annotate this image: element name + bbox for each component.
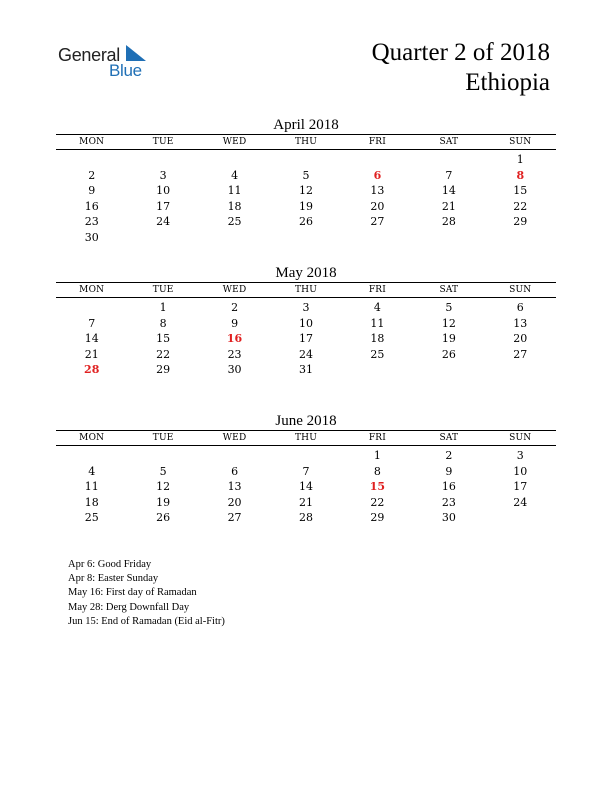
day-cell: 30 xyxy=(227,363,242,377)
day-cell xyxy=(127,448,198,464)
day-cell: 29 xyxy=(156,363,171,377)
month-title: April 2018 xyxy=(273,117,339,133)
day-cell: 9 xyxy=(88,184,96,198)
month-title: June 2018 xyxy=(275,413,337,429)
day-cell: 3 xyxy=(516,449,524,462)
day-cell: 12 xyxy=(156,480,171,494)
day-cell: 11 xyxy=(84,480,99,494)
weekday-label: WED xyxy=(222,285,247,295)
day-cell: 21 xyxy=(298,495,313,509)
weekday-label: FRI xyxy=(368,433,387,443)
day-cell: 26 xyxy=(156,511,171,525)
day-cell: 2 xyxy=(88,168,96,182)
day-cell: 6 xyxy=(231,464,239,478)
day-cell xyxy=(199,448,270,464)
day-cell xyxy=(485,510,556,526)
weekday-header xyxy=(56,431,556,445)
holiday-note: Apr 6: Good Friday xyxy=(68,559,152,570)
day-grid xyxy=(56,300,556,378)
day-cell: 17 xyxy=(156,199,171,213)
day-cell: 14 xyxy=(84,332,99,346)
day-cell xyxy=(270,152,341,168)
day-cell: 8 xyxy=(373,464,381,478)
day-cell: 13 xyxy=(513,316,528,330)
day-cell xyxy=(413,230,484,246)
day-cell: 28 xyxy=(298,511,313,525)
month-calendar-june xyxy=(56,412,556,526)
weekday-label: SAT xyxy=(439,137,459,147)
weekday-label: SAT xyxy=(439,433,459,443)
holiday-day-cell: 28 xyxy=(84,363,100,377)
day-cell: 17 xyxy=(513,480,528,494)
day-cell: 8 xyxy=(159,316,167,330)
day-cell xyxy=(127,152,198,168)
day-cell: 11 xyxy=(227,184,242,198)
day-cell: 18 xyxy=(370,332,385,346)
weekday-label: THU xyxy=(294,137,318,147)
title-country: Ethiopia xyxy=(465,69,550,96)
day-cell: 27 xyxy=(370,215,385,229)
holiday-note: May 28: Derg Downfall Day xyxy=(68,601,190,613)
day-cell xyxy=(342,362,413,378)
weekday-label: THU xyxy=(294,285,318,295)
day-cell: 21 xyxy=(441,199,456,213)
day-cell: 30 xyxy=(84,230,99,244)
day-cell: 11 xyxy=(370,316,385,330)
weekday-label: MON xyxy=(79,433,105,443)
day-cell: 24 xyxy=(298,347,313,361)
day-cell: 25 xyxy=(370,347,385,361)
day-cell: 1 xyxy=(516,153,524,166)
day-cell xyxy=(270,448,341,464)
day-cell: 2 xyxy=(231,301,239,314)
day-cell xyxy=(127,230,198,246)
day-cell xyxy=(199,152,270,168)
holiday-day-cell: 16 xyxy=(226,332,243,346)
day-cell: 5 xyxy=(302,168,310,182)
day-cell: 17 xyxy=(298,332,313,346)
day-cell xyxy=(413,362,484,378)
weekday-label: WED xyxy=(222,137,247,147)
weekday-label: MON xyxy=(79,285,105,295)
day-cell: 25 xyxy=(84,511,99,525)
day-cell: 10 xyxy=(156,184,171,198)
header-bottom-rule xyxy=(56,297,556,298)
holiday-notes xyxy=(68,558,225,629)
day-cell: 23 xyxy=(227,347,242,361)
day-cell xyxy=(485,362,556,378)
weekday-label: TUE xyxy=(152,433,174,443)
page-title xyxy=(372,38,550,98)
day-cell: 19 xyxy=(298,199,313,213)
day-cell: 7 xyxy=(445,168,453,182)
weekday-label: SUN xyxy=(509,285,532,295)
weekday-label: SUN xyxy=(509,137,532,147)
day-cell: 23 xyxy=(441,495,456,509)
day-cell: 22 xyxy=(370,495,385,509)
day-cell: 1 xyxy=(159,301,167,314)
holiday-note: Jun 15: End of Ramadan (Eid al-Fitr) xyxy=(68,615,225,627)
day-cell: 20 xyxy=(513,332,528,346)
day-cell: 15 xyxy=(513,184,528,198)
header-bottom-rule xyxy=(56,149,556,150)
day-cell: 26 xyxy=(441,347,456,361)
day-cell: 4 xyxy=(88,464,96,478)
day-cell xyxy=(56,300,127,316)
day-cell: 7 xyxy=(302,464,310,478)
day-cell: 13 xyxy=(227,480,242,494)
day-cell xyxy=(199,230,270,246)
day-grid xyxy=(56,152,556,246)
day-cell: 26 xyxy=(298,215,313,229)
day-cell: 16 xyxy=(441,480,456,494)
day-cell: 12 xyxy=(441,316,456,330)
weekday-label: TUE xyxy=(152,137,174,147)
day-cell: 14 xyxy=(298,480,313,494)
generalblue-logo xyxy=(58,42,158,82)
day-cell xyxy=(56,152,127,168)
day-cell: 15 xyxy=(156,332,171,346)
day-cell: 2 xyxy=(445,449,453,462)
weekday-label: MON xyxy=(79,137,105,147)
day-cell: 5 xyxy=(445,301,453,314)
day-cell: 27 xyxy=(227,511,242,525)
day-cell: 29 xyxy=(513,215,528,229)
day-cell: 7 xyxy=(88,316,96,330)
weekday-label: SUN xyxy=(509,433,532,443)
day-cell xyxy=(413,152,484,168)
day-cell: 31 xyxy=(298,363,313,377)
month-calendar-april xyxy=(56,116,556,246)
day-cell: 30 xyxy=(441,511,456,525)
weekday-label: TUE xyxy=(152,285,174,295)
holiday-day-cell: 15 xyxy=(369,480,386,494)
day-cell: 28 xyxy=(441,215,456,229)
title-quarter: Quarter 2 of 2018 xyxy=(371,39,550,66)
day-cell: 21 xyxy=(84,347,99,361)
day-cell: 16 xyxy=(84,199,99,213)
day-cell: 22 xyxy=(513,199,528,213)
day-cell: 20 xyxy=(227,495,242,509)
day-cell: 27 xyxy=(513,347,528,361)
holiday-note: May 16: First day of Ramadan xyxy=(68,587,197,599)
day-cell xyxy=(56,448,127,464)
day-cell: 25 xyxy=(227,215,242,229)
day-cell: 9 xyxy=(445,464,453,478)
month-calendar-may xyxy=(56,264,556,378)
day-cell: 3 xyxy=(302,301,310,314)
weekday-label: THU xyxy=(294,433,318,443)
day-cell: 23 xyxy=(84,215,99,229)
day-cell: 6 xyxy=(516,301,524,314)
day-cell: 12 xyxy=(298,184,313,198)
day-cell: 18 xyxy=(84,495,99,509)
holiday-note: Apr 8: Easter Sunday xyxy=(68,573,159,585)
month-title: May 2018 xyxy=(275,265,337,281)
holiday-day-cell: 8 xyxy=(516,168,525,182)
weekday-header xyxy=(56,283,556,297)
day-cell: 29 xyxy=(370,511,385,525)
day-grid xyxy=(56,448,556,526)
weekday-label: FRI xyxy=(368,285,387,295)
day-cell: 5 xyxy=(159,464,167,478)
day-cell: 19 xyxy=(156,495,171,509)
weekday-label: FRI xyxy=(368,137,387,147)
day-cell: 4 xyxy=(373,301,381,314)
weekday-header xyxy=(56,135,556,149)
day-cell xyxy=(342,152,413,168)
weekday-label: WED xyxy=(222,433,247,443)
day-cell: 1 xyxy=(373,449,381,462)
logo-text-general: General xyxy=(58,45,120,65)
holiday-day-cell: 6 xyxy=(373,168,382,182)
logo-text-blue: Blue xyxy=(109,61,142,80)
day-cell: 18 xyxy=(227,199,242,213)
day-cell xyxy=(342,230,413,246)
day-cell xyxy=(270,230,341,246)
weekday-label: SAT xyxy=(439,285,459,295)
day-cell: 10 xyxy=(298,316,313,330)
day-cell: 20 xyxy=(370,199,385,213)
day-cell: 24 xyxy=(156,215,171,229)
day-cell: 14 xyxy=(441,184,456,198)
day-cell: 10 xyxy=(513,464,528,478)
day-cell: 13 xyxy=(370,184,385,198)
day-cell: 19 xyxy=(441,332,456,346)
day-cell: 24 xyxy=(513,495,528,509)
day-cell: 4 xyxy=(231,168,239,182)
day-cell: 22 xyxy=(156,347,171,361)
day-cell xyxy=(485,230,556,246)
header-bottom-rule xyxy=(56,445,556,446)
day-cell: 9 xyxy=(231,316,239,330)
day-cell: 3 xyxy=(159,168,167,182)
logo-triangle-icon xyxy=(126,45,146,61)
